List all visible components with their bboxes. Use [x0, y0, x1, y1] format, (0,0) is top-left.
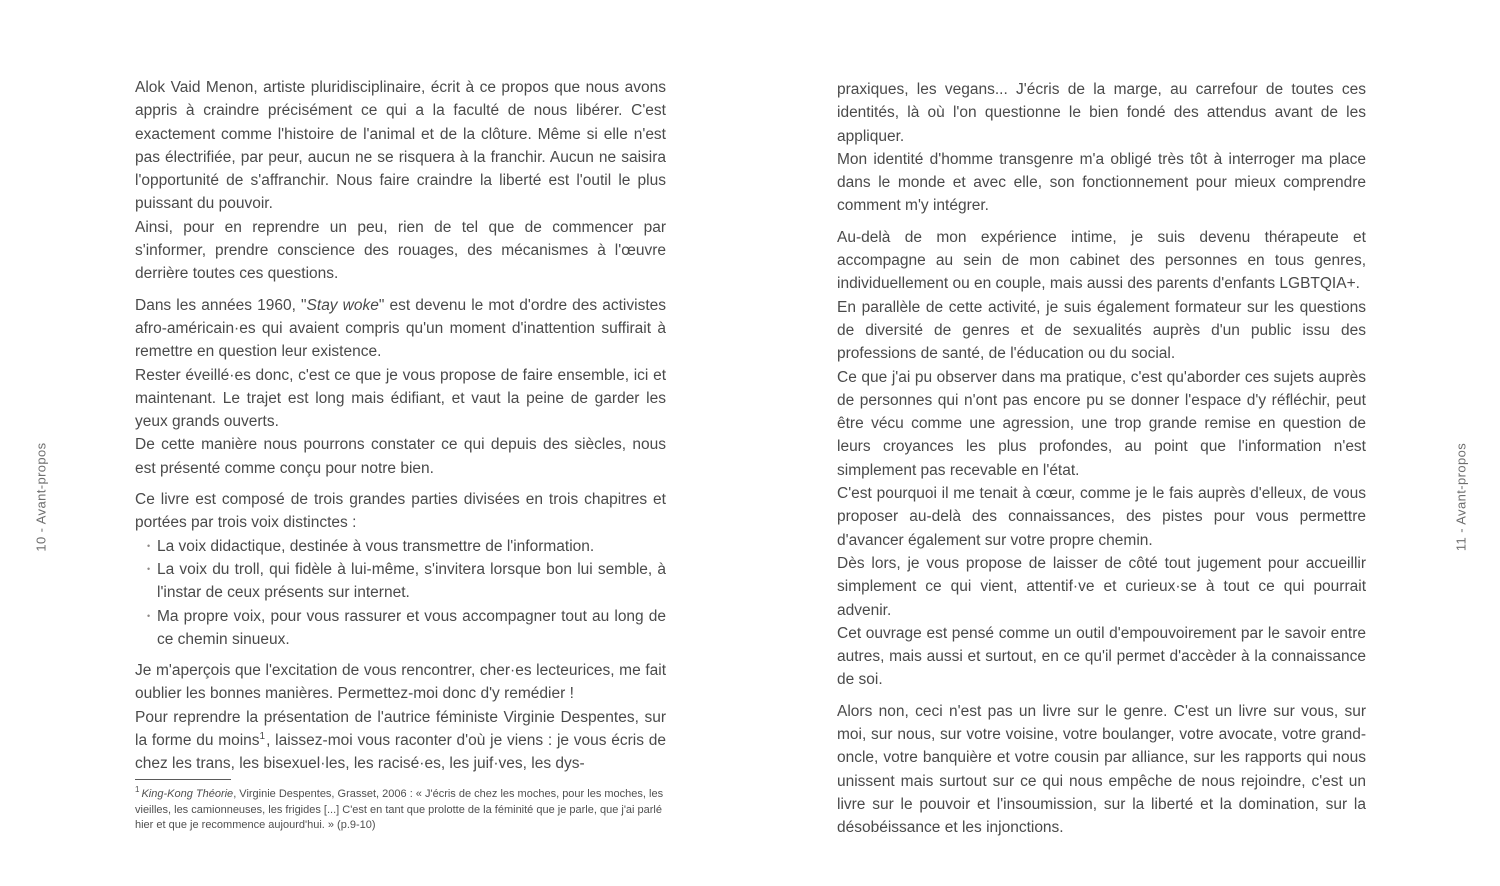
paragraph: C'est pourquoi il me tenait à cœur, comme je le fais auprès d'elleux, de vous proposer au-delà des connaissances, des pistes pour vous permettre d'avancer également sur votre propre chemin.: [837, 485, 1366, 549]
italic-phrase: Stay woke: [306, 296, 379, 314]
bullet-dot-icon: •: [147, 610, 151, 621]
footnote-section: [135, 779, 666, 834]
list-item: [147, 605, 666, 652]
list-item-text: La voix didactique, destinée à vous transmettre de l'information.: [157, 537, 595, 555]
footnote: [135, 787, 666, 834]
list-item: [147, 535, 666, 558]
paragraph: Au-delà de mon expérience intime, je suis devenu thérapeute et accompagne au sein de mon cabinet des personnes en tous genres, individuellement ou en couple, mais aussi des parents d'enfants LGBTQIA+.: [837, 228, 1366, 293]
list-item: [147, 558, 666, 605]
footnote-book-title: King-Kong Théorie: [141, 788, 234, 800]
paragraph: Alok Vaid Menon, artiste pluridisciplinaire, écrit à ce propos que nous avons appris à craindre précisément ce qui a la faculté de nous libérer. C'est exactement comme l'histoire de l'animal et de la clôture. Même si elle n'est pas électrifiée, par peur, aucun ne se risquera à la franchir. Aucun ne saisira l'opportunité de s'affranchir. Nous faire craindre la liberté est l'outil le plus puissant du pouvoir.: [135, 79, 666, 213]
paragraph: Rester éveillé·es donc, c'est ce que je vous propose de faire ensemble, ici et maintenant. Le trajet est long mais édifiant, et vaut la peine de garder les yeux grands ouverts.: [135, 366, 666, 431]
paragraph-block: [135, 659, 666, 775]
paragraph: [135, 294, 666, 364]
paragraph: Je m'aperçois que l'excitation de vous rencontrer, cher·es lecteurices, me fait oublier les bonnes manières. Permettez-moi donc d'y remédier !: [135, 662, 666, 703]
paragraph: En parallèle de cette activité, je suis également formateur sur les questions de diversité de genres et de sexualités auprès d'un public issu des professions de santé, de l'éducation ou du social.: [837, 298, 1366, 363]
footnote-reference: 1: [259, 730, 266, 742]
page-left-text-column: [135, 76, 666, 776]
paragraph: Mon identité d'homme transgenre m'a obligé très tôt à interroger ma place dans le monde et avec elle, son fonctionnement pour mieux comprendre comment m'y intégrer.: [837, 150, 1366, 215]
bullet-dot-icon: •: [147, 563, 151, 574]
footnote-text: , Virginie Despentes, Grasset, 2006 : « J'écris de chez les moches, pour les moches, les vieilles, les camionneuses, les frigides [...] C'est en tant que prolotte de la féminité que je parle, que j'ai parlé hier et que je recommence aujourd'hui. » (p.9-10): [135, 788, 664, 831]
paragraph: Cet ouvrage est pensé comme un outil d'empouvoirement par le savoir entre autres, mais aussi et surtout, en ce qu'il permet d'accèder à la connaissance de soi.: [837, 624, 1366, 689]
paragraph-block: [837, 226, 1366, 692]
paragraph-block: [837, 78, 1366, 218]
paragraph: Alors non, ceci n'est pas un livre sur le genre. C'est un livre sur vous, sur moi, sur nous, sur votre voisine, votre boulanger, votre avocate, votre grand-oncle, votre banquière et votre cousin par alliance, sur les rapports qui nous unissent mais surtout sur ce qui nous empêche de nous rejoindre, c'est un livre sur le pouvoir et l'insoumission, sur la liberté et la domination, sur la désobéissance et les injonctions.: [837, 702, 1366, 837]
list-item-text: La voix du troll, qui fidèle à lui-même, s'invitera lorsque bon lui semble, à l'instar de ceux présents sur internet.: [157, 560, 666, 602]
bullet-dot-icon: •: [147, 540, 151, 551]
footnote-number: 1: [135, 785, 140, 795]
paragraph-block: [135, 76, 666, 286]
paragraph-text: " est devenu le mot d'ordre des activistes afro-américain·es qui avaient compris qu'un moment d'inattention suffirait à remettre en question leur existence.: [135, 296, 666, 361]
paragraph: Ce que j'ai pu observer dans ma pratique, c'est qu'aborder ces sujets auprès de personnes qui n'ont pas encore pu se donner l'espace d'y réfléchir, peut être vécu comme une agression, une trop grande remise en question de leurs croyances les plus profondes, au point que l'information n'est simplement pas recevable en l'état.: [837, 368, 1366, 479]
paragraph: De cette manière nous pourrons constater ce qui depuis des siècles, nous est présenté comme conçu pour notre bien.: [135, 436, 666, 477]
bullet-list: [135, 535, 666, 651]
page-label-left: 10 - Avant-propos: [33, 442, 49, 552]
paragraph-block: [135, 488, 666, 651]
paragraph: Ce livre est composé de trois grandes parties divisées en trois chapitres et portées par trois voix distinctes :: [135, 491, 666, 532]
paragraph-text: Dans les années 1960, ": [135, 296, 307, 314]
paragraph-block: [135, 294, 666, 480]
page-right-text-column: [837, 78, 1366, 840]
page-label-right: 11 - Avant-propos: [1453, 442, 1469, 552]
paragraph-block: [837, 700, 1366, 840]
paragraph: [135, 706, 666, 776]
paragraph-text: , laissez-moi vous raconter d'où je viens : je vous écris de chez les trans, les bisexuel·les, les racisé·es, les juif·ves, les dys-: [135, 732, 666, 773]
paragraph: Dès lors, je vous propose de laisser de côté tout jugement pour accueillir simplement ce qui vient, attentif·ve et curieux·se à tout ce qui pourrait advenir.: [837, 554, 1366, 619]
list-item-text: Ma propre voix, pour vous rassurer et vous accompagner tout au long de ce chemin sinueux.: [157, 607, 666, 648]
paragraph: praxiques, les vegans... J'écris de la marge, au carrefour de toutes ces identités, là où l'on questionne le bien fondé des attendus avant de les appliquer.: [837, 81, 1366, 145]
paragraph-text: Pour reprendre la présentation de l'autrice féministe Virginie Despentes, sur la forme du moins: [135, 708, 666, 750]
paragraph: Ainsi, pour en reprendre un peu, rien de tel que de commencer par s'informer, prendre conscience des rouages, des mécanismes à l'œuvre derrière toutes ces questions.: [135, 218, 666, 283]
footnote-divider: [135, 779, 231, 780]
